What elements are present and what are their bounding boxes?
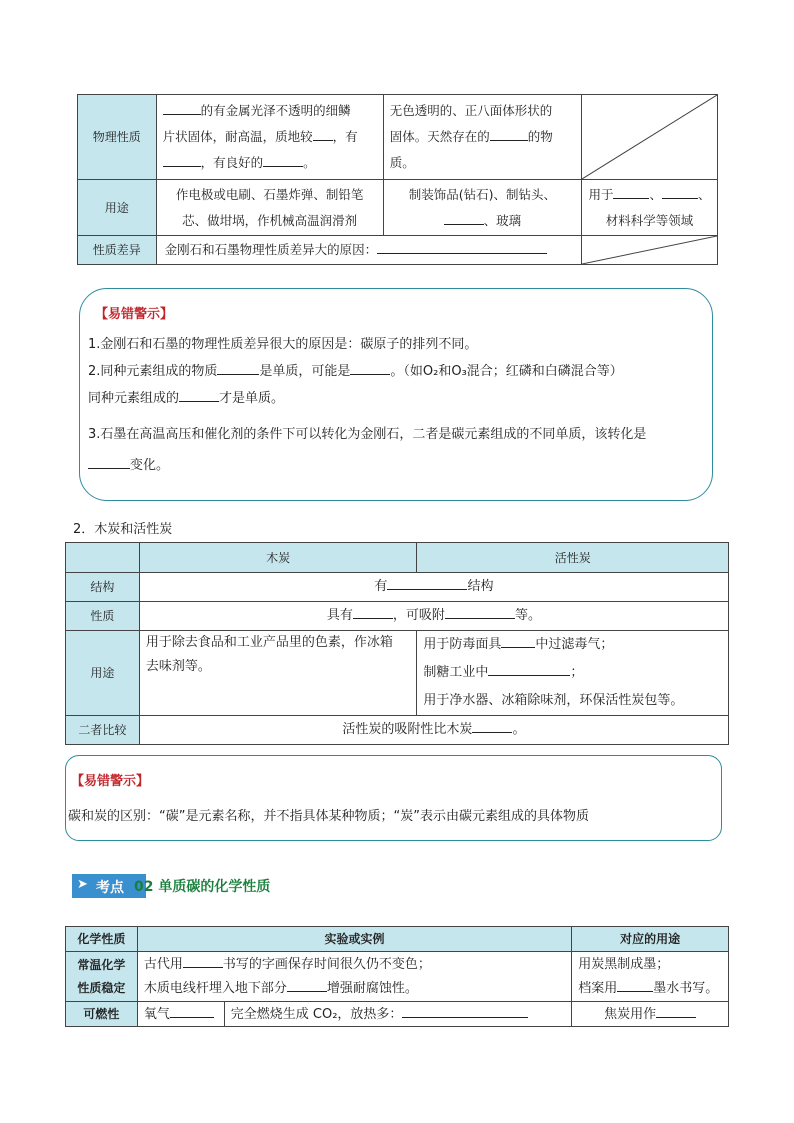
row-property: 性质: [66, 602, 140, 631]
carbon-allotropes-table: [77, 94, 718, 265]
kaodian-label: 考点: [96, 880, 124, 896]
kaodian-title: 02 单质碳的化学性质: [134, 879, 271, 895]
arrow-icon: ➤: [77, 877, 88, 892]
warning-title-2: 【易错警示】: [71, 774, 150, 789]
difference-cell: 金刚石和石墨物理性质差异大的原因：: [156, 236, 581, 265]
row-combustibility: 可燃性: [66, 1002, 138, 1027]
row-label-difference: 性质差异: [78, 236, 157, 265]
warning1-item2-cont: 同种元素组成的 才是单质。: [88, 387, 284, 406]
warning1-item3-cont: 变化。: [88, 454, 169, 473]
diagonal-line: [582, 95, 717, 179]
header-use: 对应的用途: [572, 927, 729, 952]
row-use: 用途: [66, 631, 140, 716]
stability-example-cell: 古代用 书写的字画保存时间很久仍不变色； 木质电线杆埋入地下部分 增强耐腐蚀性。: [137, 952, 571, 1002]
activated-carbon-use-cell: 用于防毒面具 中过滤毒气； 制糖工业中 ； 用于净水器、冰箱除味剂，环保活性炭包等。: [417, 631, 729, 716]
charcoal-use-cell: 用于除去食品和工业产品里的色素，作冰箱 去味剂等。: [139, 631, 417, 716]
section-2-title: 2．木炭和活性炭: [73, 522, 173, 537]
compare-cell: 活性炭的吸附性比木炭 。: [139, 716, 728, 745]
diamond-use-cell: 制装饰品(钻石)、制钻头、 、玻璃: [383, 180, 581, 236]
col-charcoal: 木炭: [139, 543, 417, 573]
structure-cell: 有 结构: [139, 573, 728, 602]
warning1-item1: 1.金刚石和石墨的物理性质差异很大的原因是：碳原子的排列不同。: [88, 337, 478, 352]
warning2-text: 碳和炭的区别：“碳”是元素名称，并不指具体某种物质；“炭”表示由碳元素组成的具体物质: [68, 809, 589, 824]
property-cell: 具有 ，可吸附 等。: [139, 602, 728, 631]
header-chem-property: 化学性质: [66, 927, 138, 952]
row-label-physical: 物理性质: [78, 95, 157, 180]
charcoal-table: [65, 542, 729, 745]
empty-diagonal-cell: [581, 95, 717, 180]
header-experiment: 实验或实例: [137, 927, 571, 952]
warning1-item2: 2.同种元素组成的物质 是单质，可能是 。（如O₂和O₃混合；红磷和白磷混合等）: [88, 360, 623, 379]
graphite-physical-cell: 的有金属光泽不透明的细鳞 片状固体，耐高温，质地较 ，有 ，有良好的 。: [156, 95, 383, 180]
coke-use-cell: 焦炭用作: [572, 1002, 729, 1027]
warning-box-2: [65, 755, 722, 841]
row-compare: 二者比较: [66, 716, 140, 745]
complete-combustion-cell: 完全燃烧生成 CO₂，放热多：: [224, 1002, 571, 1027]
empty-diagonal-cell-2: [581, 236, 717, 265]
graphite-use-cell: 作电极或电刷、石墨炸弹、制铅笔 芯、做坩埚，作机械高温润滑剂: [156, 180, 383, 236]
c60-use-cell: 用于 、 、 材料科学等领域: [581, 180, 717, 236]
diamond-physical-cell: 无色透明的、正八面体形状的 固体。天然存在的 的物 质。: [383, 95, 581, 180]
col-activated-carbon: 活性炭: [417, 543, 729, 573]
stability-use-cell: 用炭黑制成墨； 档案用 墨水书写。: [572, 952, 729, 1002]
diagonal-line-2: [582, 236, 717, 264]
chemical-properties-table: [65, 926, 729, 1027]
corner-cell: [66, 543, 140, 573]
warning-title-1: 【易错警示】: [95, 307, 174, 322]
row-stability: 常温化学 性质稳定: [66, 952, 138, 1002]
row-structure: 结构: [66, 573, 140, 602]
oxygen-cell: 氧气: [137, 1002, 224, 1027]
warning1-item3: 3.石墨在高温高压和催化剂的条件下可以转化为金刚石，二者是碳元素组成的不同单质，该转化是: [88, 427, 647, 442]
row-label-use: 用途: [78, 180, 157, 236]
